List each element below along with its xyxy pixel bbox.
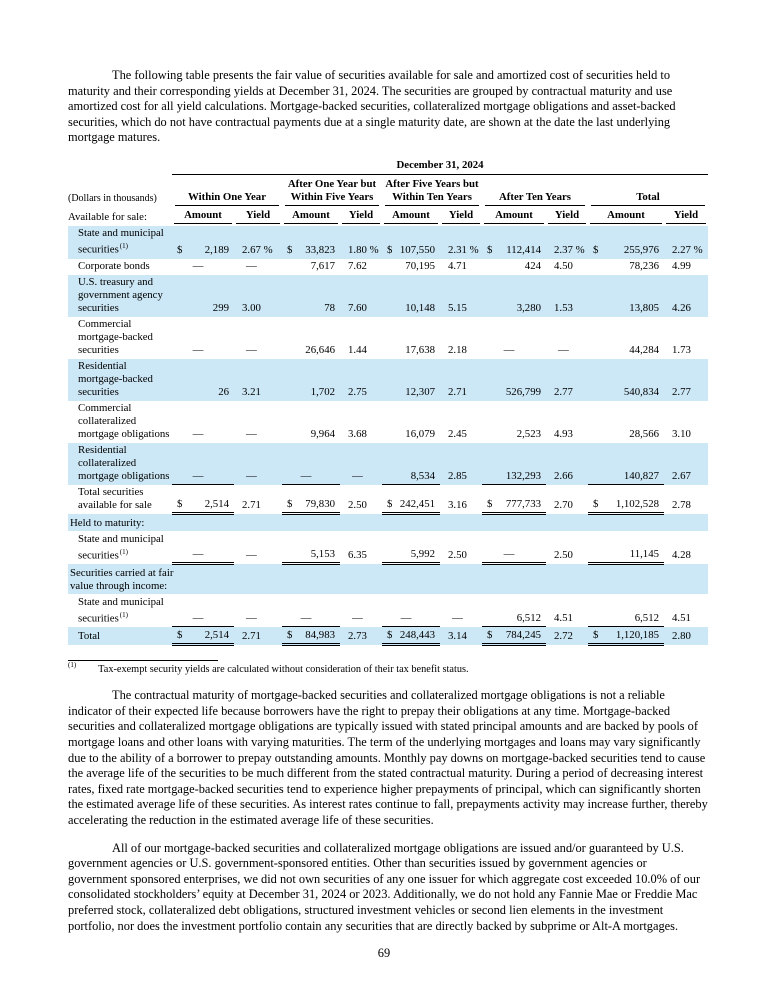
- yield-cell: —: [246, 470, 257, 483]
- row-label: State and municipal securities$^{(1)}$: [78, 227, 164, 257]
- amount-cell: $ 1,102,528: [588, 485, 664, 514]
- column-group-header: After Five Years but Within Ten Years: [382, 177, 482, 208]
- table-row: [68, 531, 708, 564]
- amount-cell: 5,153: [282, 531, 340, 564]
- yield-cell: 2.77: [554, 386, 573, 399]
- amount-cell: 11,145: [588, 531, 664, 564]
- amount-cell: —: [482, 531, 546, 564]
- amount-cell: 12,307: [405, 386, 435, 399]
- table-title: December 31, 2024: [172, 158, 708, 177]
- yield-cell: 2.18: [448, 344, 467, 357]
- yield-cell: 4.50: [554, 260, 573, 273]
- yield-cell: —: [246, 344, 257, 357]
- amount-cell: 78: [324, 302, 335, 315]
- yield-cell: 2.50: [448, 549, 467, 562]
- amount-cell: 16,079: [405, 428, 435, 441]
- amount-cell: 28,566: [629, 428, 659, 441]
- amount-cell: $ 112,414: [487, 244, 541, 257]
- amount-header: Amount: [172, 208, 234, 226]
- document-page: [68, 68, 708, 934]
- amount-cell: —: [172, 531, 234, 564]
- amount-cell: 5,992: [382, 531, 440, 564]
- amount-cell: —: [192, 428, 204, 441]
- section-label-held-to-maturity: Held to maturity:: [70, 516, 145, 529]
- amount-cell: 7,617: [310, 260, 335, 273]
- yield-cell: 3.21: [242, 386, 261, 399]
- yield-cell: 2.66: [554, 470, 573, 483]
- yield-cell: 3.00: [242, 302, 261, 315]
- amount-cell: 540,834: [623, 386, 659, 399]
- yield-cell: 2.67 %: [242, 244, 273, 257]
- amount-cell: 9,964: [310, 428, 335, 441]
- table-title-row: [68, 158, 708, 177]
- amount-cell: 3,280: [516, 302, 541, 315]
- yield-cell: 4.71: [448, 260, 467, 273]
- section-label-available-for-sale: Available for sale:: [68, 211, 147, 224]
- table-row: [68, 275, 708, 317]
- amount-cell: $ 248,443: [382, 627, 440, 645]
- section-label-fair-value-through-income: Securities carried at fair value through income:: [70, 566, 174, 592]
- amount-cell: —: [282, 594, 340, 627]
- yield-cell: —: [352, 612, 363, 625]
- yield-cell: 5.15: [448, 302, 467, 315]
- yield-cell: 1.80 %: [348, 244, 379, 257]
- amount-cell: $ 777,733: [482, 485, 546, 514]
- row-label: State and municipal securities$^{(1)}$: [78, 595, 164, 625]
- amount-cell: $ 79,830: [282, 485, 340, 514]
- yield-cell: —: [246, 612, 257, 625]
- amount-cell: 299: [212, 302, 229, 315]
- yield-cell: 3.68: [348, 428, 367, 441]
- yield-cell: 2.31 %: [448, 244, 479, 257]
- amount-cell: 13,805: [629, 302, 659, 315]
- yield-cell: —: [558, 344, 569, 357]
- yield-cell: 2.72: [554, 630, 573, 643]
- yield-cell: —: [452, 612, 463, 625]
- amount-cell: $ 84,983: [282, 627, 340, 645]
- column-group-header: After One Year but Within Five Years: [282, 177, 382, 208]
- yield-cell: 7.60: [348, 302, 367, 315]
- amount-cell: 526,799: [505, 386, 541, 399]
- yield-header: Yield: [664, 208, 708, 226]
- row-label: Total: [78, 630, 101, 643]
- yield-cell: 2.77: [672, 386, 691, 399]
- intro-paragraph: The following table presents the fair value of securities available for sale and amortized cost of securities held to maturity and their corresponding yields at December 31, 2024. The securities are grouped by contractual maturity and use amortized cost for all yield calculations. Mortgage-backed securities, collateralized mortgage obligations and asset-backed securities, which do not have contractual payments due at a single maturity date, are shown at the date the last underlying mortgage matures.: [68, 68, 676, 145]
- amount-cell: 78,236: [629, 260, 659, 273]
- column-group-header: Total: [588, 177, 708, 208]
- yield-cell: —: [246, 549, 257, 562]
- amount-cell: 26,646: [305, 344, 335, 357]
- yield-cell: 3.16: [448, 499, 467, 512]
- yield-cell: 2.80: [672, 630, 691, 643]
- section-row: [68, 564, 708, 595]
- amount-header: Amount: [482, 208, 546, 226]
- table-row: [68, 226, 708, 259]
- row-label: Residential mortgage-backed securities: [78, 360, 153, 399]
- yield-cell: —: [246, 428, 257, 441]
- units-label: (Dollars in thousands): [68, 193, 157, 205]
- yield-cell: 2.78: [672, 499, 691, 512]
- yield-header: Yield: [440, 208, 482, 226]
- amount-cell: 140,827: [588, 443, 664, 485]
- column-group-header-row: [68, 177, 708, 208]
- table-row: [68, 401, 708, 443]
- yield-header: Yield: [546, 208, 588, 226]
- amount-cell: —: [382, 594, 440, 627]
- yield-cell: 2.45: [448, 428, 467, 441]
- yield-cell: 4.93: [554, 428, 573, 441]
- yield-cell: 4.99: [672, 260, 691, 273]
- yield-cell: 2.71: [448, 386, 467, 399]
- yield-cell: 7.62: [348, 260, 367, 273]
- amount-cell: —: [503, 344, 515, 357]
- table-row: [68, 359, 708, 401]
- amount-cell: —: [172, 594, 234, 627]
- amount-cell: $ 242,451: [382, 485, 440, 514]
- yield-cell: 1.44: [348, 344, 367, 357]
- amount-cell: 132,293: [482, 443, 546, 485]
- yield-cell: 4.51: [672, 612, 691, 625]
- maturity-yield-table: [68, 158, 708, 646]
- row-label: State and municipal securities$^{(1)}$: [78, 532, 164, 562]
- section-row: [68, 514, 708, 532]
- row-label: Commercial collateralized mortgage obligations: [78, 402, 170, 441]
- yield-cell: 2.27 %: [672, 244, 703, 257]
- table-row: [68, 594, 708, 627]
- amount-header: Amount: [588, 208, 664, 226]
- footnote-marker: (1): [68, 661, 77, 670]
- footnote-text: Tax-exempt security yields are calculated without consideration of their tax benefit status.: [98, 664, 469, 676]
- amount-cell: 70,195: [405, 260, 435, 273]
- yield-cell: 2.71: [242, 630, 261, 643]
- amount-header: Amount: [282, 208, 340, 226]
- yield-cell: —: [352, 470, 363, 483]
- amount-cell: 6,512: [482, 594, 546, 627]
- sub-header-row: [68, 208, 708, 226]
- yield-cell: 2.50: [554, 549, 573, 562]
- row-label: Total securities available for sale: [78, 486, 152, 512]
- guarantee-paragraph: All of our mortgage-backed securities and collateralized mortgage obligations are issued and/or guaranteed by U.S. government agencies or U.S. government-sponsored entities. Other than securities issued by government agencies or government sponsored enterprises, we did not own securities of any one issuer for which aggregate cost exceeded 10.0% of our consolidated stockholders’ equity at December 31, 2024 or 2023. Additionally, we do not hold any Fannie Mae or Freddie Mac preferred stock, collateralized debt obligations, structured investment vehicles or second lien elements in the investment portfolio, nor does the investment portfolio contain any securities that are directly backed by subprime or Alt-A mortgages.: [68, 840, 701, 933]
- amount-cell: 2,523: [516, 428, 541, 441]
- yield-cell: 2.50: [348, 499, 367, 512]
- yield-cell: 1.73: [672, 344, 691, 357]
- amount-cell: 424: [524, 260, 541, 273]
- row-label: Corporate bonds: [78, 260, 150, 273]
- column-group-header: After Ten Years: [482, 177, 588, 208]
- table-row-total: [68, 627, 708, 645]
- row-label: Residential collateralized mortgage obligations: [78, 444, 170, 483]
- amount-cell: $ 784,245: [482, 627, 546, 645]
- yield-cell: 2.67: [672, 470, 691, 483]
- yield-cell: 2.37 %: [554, 244, 585, 257]
- amount-header: Amount: [382, 208, 440, 226]
- table-row: [68, 259, 708, 275]
- table-row: [68, 317, 708, 359]
- amount-cell: $ 2,189: [177, 244, 229, 257]
- amount-cell: $ 255,976: [593, 244, 659, 257]
- amount-cell: $ 2,514: [172, 485, 234, 514]
- yield-header: Yield: [340, 208, 382, 226]
- page-number: 69: [377, 946, 391, 960]
- amount-cell: —: [192, 260, 204, 273]
- footnote: [68, 661, 708, 676]
- amount-cell: —: [192, 344, 204, 357]
- column-group-header: Within One Year: [172, 177, 282, 208]
- yield-cell: 4.51: [554, 612, 573, 625]
- amount-cell: 1,702: [310, 386, 335, 399]
- amount-cell: —: [282, 443, 340, 485]
- amount-cell: 6,512: [588, 594, 664, 627]
- row-label: Commercial mortgage-backed securities: [78, 318, 153, 357]
- yield-cell: 2.73: [348, 630, 367, 643]
- amount-cell: —: [172, 443, 234, 485]
- yield-cell: 2.70: [554, 499, 573, 512]
- amount-cell: 10,148: [405, 302, 435, 315]
- footnote-divider: [68, 660, 218, 661]
- amount-cell: $ 33,823: [287, 244, 335, 257]
- yield-cell: 2.71: [242, 499, 261, 512]
- table-row: [68, 485, 708, 514]
- yield-cell: 1.53: [554, 302, 573, 315]
- yield-cell: 2.75: [348, 386, 367, 399]
- amount-cell: 8,534: [382, 443, 440, 485]
- row-label: U.S. treasury and government agency securities: [78, 276, 163, 315]
- yield-cell: 4.26: [672, 302, 691, 315]
- yield-cell: 3.10: [672, 428, 691, 441]
- yield-cell: 6.35: [348, 549, 367, 562]
- yield-cell: 3.14: [448, 630, 467, 643]
- yield-cell: 2.85: [448, 470, 467, 483]
- amount-cell: 44,284: [629, 344, 659, 357]
- amount-cell: $ 1,120,185: [588, 627, 664, 645]
- yield-cell: 4.28: [672, 549, 691, 562]
- amount-cell: $ 2,514: [172, 627, 234, 645]
- contractual-maturity-paragraph: The contractual maturity of mortgage-backed securities and collateralized mortgage obligations is not a reliable indicator of their expected life because borrowers have the right to prepay their obligations at any time. Mortgage-backed securities and collateralized mortgage obligations are typically issued with stated principal amounts and are backed by pools of mortgage loans and other loans with varying maturities. The term of the underlying mortgages and loans may vary significantly due to the ability of a borrower to prepay outstanding amounts. Monthly pay downs on mortgage-backed securities tend to cause the average life of the securities to be much different from the stated contractual maturity. During a period of decreasing interest rates, fixed rate mortgage-backed securities tend to experience higher prepayments of principal, which can significantly shorten the estimated average life of these securities. As interest rates continue to fall, prepayments activity may increase further, thereby accelerating the reduction in the estimated average life of these securities.: [68, 688, 708, 827]
- yield-cell: —: [246, 260, 257, 273]
- table-row: [68, 443, 708, 485]
- yield-header: Yield: [234, 208, 282, 226]
- amount-cell: $ 107,550: [387, 244, 435, 257]
- amount-cell: 17,638: [405, 344, 435, 357]
- amount-cell: 26: [218, 386, 229, 399]
